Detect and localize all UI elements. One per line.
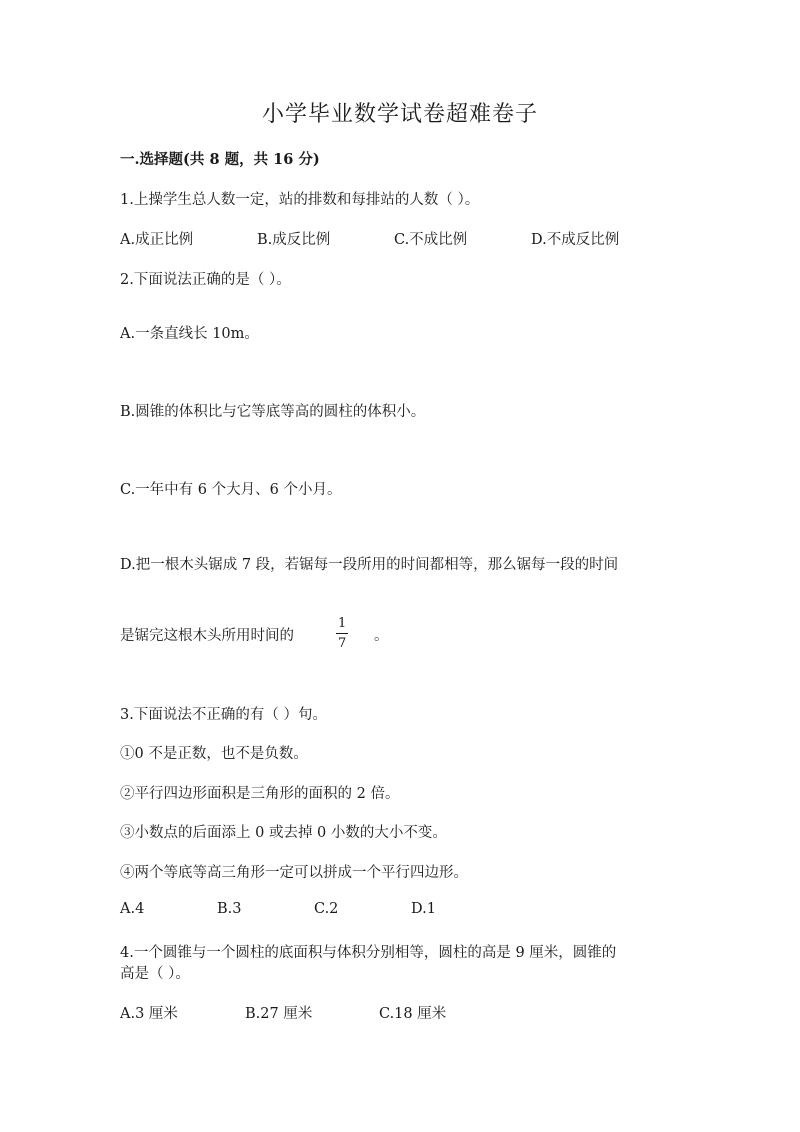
q3-statement-2: ②平行四边形面积是三角形的面积的 2 倍。 [120,786,400,802]
q1-option-b: B.成反比例 [257,232,331,248]
q3-statement-4: ④两个等底等高三角形一定可以拼成一个平行四边形。 [120,865,468,881]
q2-option-c: C.一年中有 6 个大月、6 个小月。 [120,482,342,498]
q2-option-a: A.一条直线长 10m。 [120,326,259,342]
fraction-numerator: 1 [338,616,347,631]
q2-option-d-line2: 是锯完这根木头所用时间的 [120,628,294,644]
q2-option-b: B.圆锥的体积比与它等底等高的圆柱的体积小。 [120,404,426,420]
q3-statement-1: ①0 不是正数，也不是负数。 [120,746,308,762]
q4-option-c: C.18 厘米 [379,1006,447,1022]
page-title: 小学毕业数学试卷超难卷子 [261,102,538,127]
q1-option-d: D.不成反比例 [531,232,620,248]
q3-option-c: C.2 [314,901,339,917]
question-2-text: 2.下面说法正确的是（ ）。 [120,272,291,288]
section-heading: 一.选择题(共 8 题，共 16 分) [120,151,320,168]
question-1-text: 1.上操学生总人数一定，站的排数和每排站的人数（ ）。 [120,192,480,208]
question-3-text: 3.下面说法不正确的有（ ）句。 [120,707,327,723]
q1-option-a: A.成正比例 [120,232,194,248]
fraction-denominator: 7 [338,636,347,651]
q2-option-d-end: 。 [374,628,389,644]
question-4-line1: 4.一个圆锥与一个圆柱的底面积与体积分别相等，圆柱的高是 9 厘米，圆锥的 [120,945,617,961]
q3-option-a: A.4 [120,901,145,917]
q3-statement-3: ③小数点的后面添上 0 或去掉 0 小数的大小不变。 [120,825,447,841]
q2-option-d-line1: D.把一根木头锯成 7 段，若锯每一段所用的时间都相等，那么锯每一段的时间 [120,557,619,573]
q3-option-b: B.3 [217,901,242,917]
fraction-one-seventh [336,617,348,650]
q3-option-d: D.1 [411,901,436,917]
q4-option-b: B.27 厘米 [245,1006,313,1022]
q1-option-c: C.不成比例 [394,232,468,248]
q4-option-a: A.3 厘米 [120,1006,178,1022]
question-4-line2: 高是（ ）。 [120,966,190,982]
